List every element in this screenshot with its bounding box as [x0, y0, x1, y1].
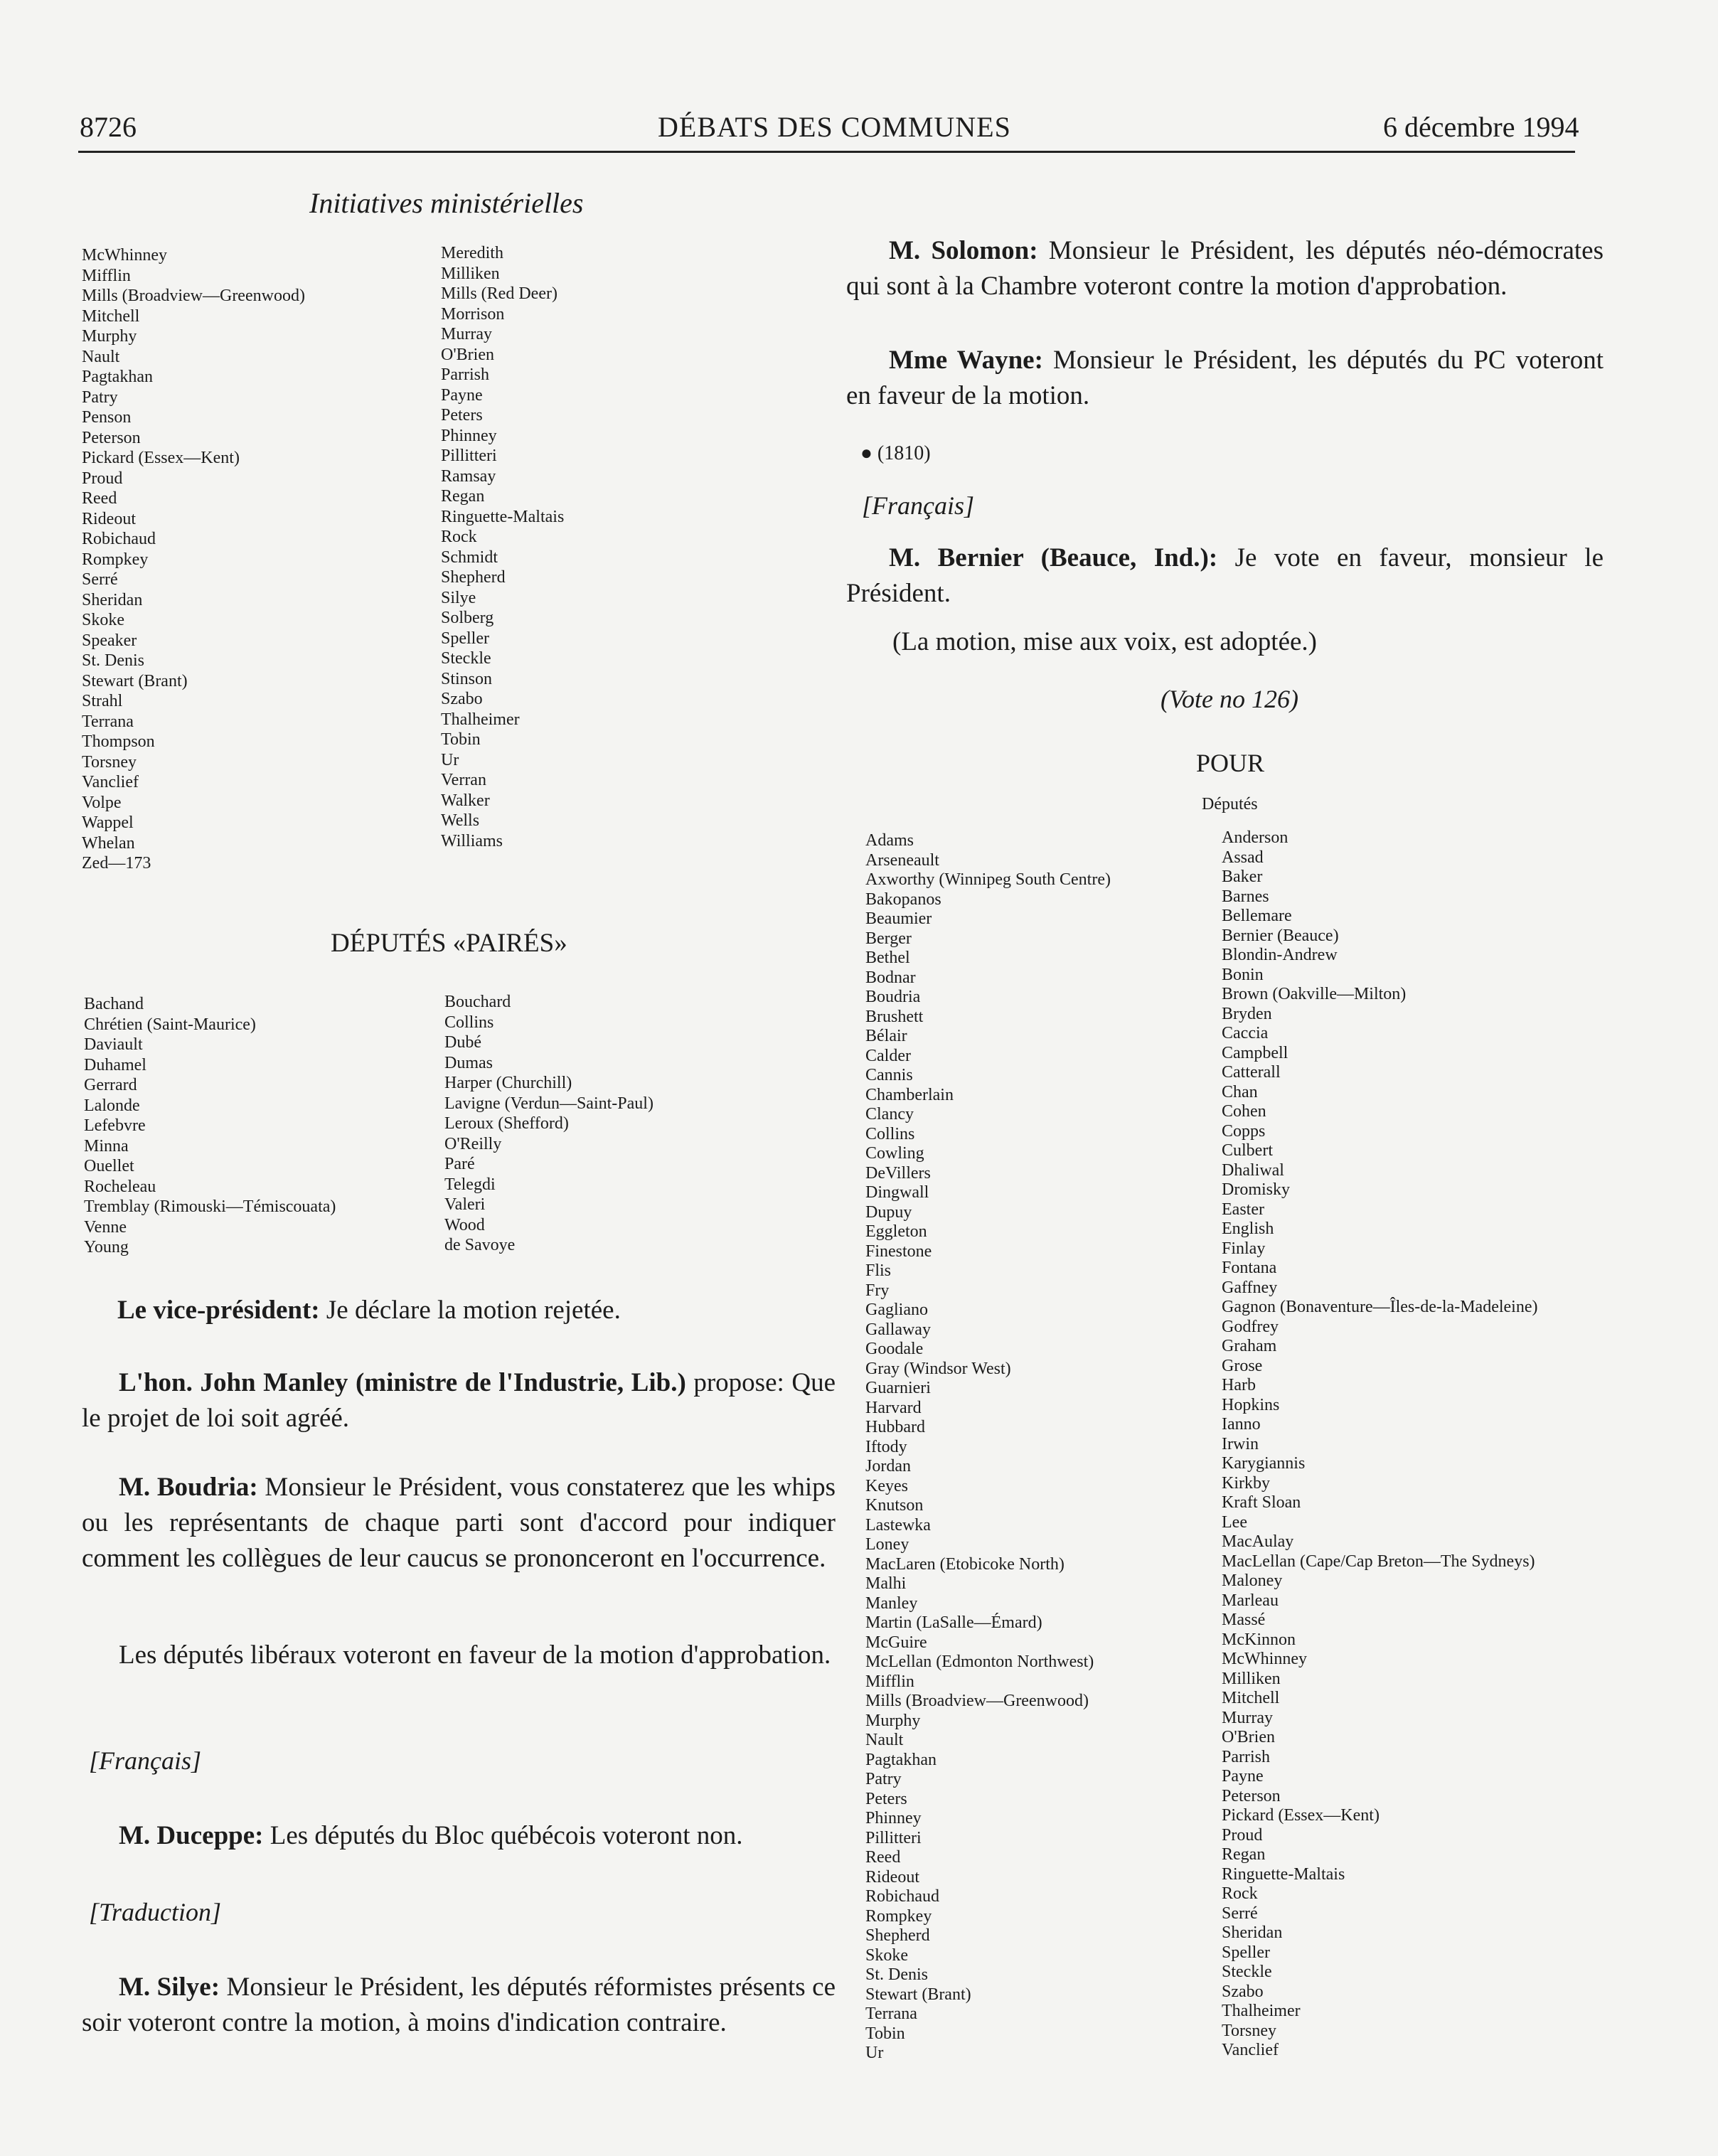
member-name: Dromisky — [1222, 1180, 1290, 1199]
member-name: Finlay — [1222, 1239, 1266, 1258]
member-name: McKinnon — [1222, 1630, 1296, 1649]
member-name: Pagtakhan — [865, 1750, 937, 1769]
member-name: de Savoye — [444, 1236, 516, 1254]
paragraph-silye — [82, 1970, 836, 2041]
member-name: Torsney — [82, 752, 137, 772]
vote-number: (Vote no 126) — [1161, 685, 1298, 713]
member-name: Rideout — [865, 1867, 919, 1886]
speaker-name: Mme Wayne: — [889, 346, 1043, 375]
speech-text: Monsieur le Président, les députés réformistes présents ce soir voteront contre la motion, à moins d'indication contraire. — [82, 1973, 836, 2037]
member-name: Stewart (Brant) — [82, 671, 188, 690]
member-name: Minna — [84, 1136, 129, 1156]
paired-title: DÉPUTÉS «PAIRÉS» — [331, 929, 567, 958]
member-name: Massé — [1222, 1611, 1266, 1629]
member-name: Ur — [441, 750, 459, 769]
member-name: Bélair — [865, 1027, 907, 1045]
member-name: Ringuette-Maltais — [441, 507, 565, 526]
member-name: Anderson — [1222, 828, 1288, 847]
member-name: Mifflin — [82, 266, 131, 285]
speaker-name: M. Silye: — [119, 1973, 220, 2002]
member-name: Terrana — [82, 712, 134, 731]
member-name: Thalheimer — [441, 710, 520, 729]
member-name: Valeri — [444, 1195, 486, 1214]
language-tag-francais-right: [Français] — [862, 491, 975, 520]
member-name: Tremblay (Rimouski—Témiscouata) — [84, 1197, 336, 1216]
member-name: Cannis — [865, 1066, 913, 1084]
member-name: Steckle — [1222, 1963, 1272, 1981]
member-name: Catterall — [1222, 1063, 1281, 1082]
member-name: Mitchell — [1222, 1689, 1280, 1707]
header-rule — [78, 151, 1575, 153]
member-name: Lefebvre — [84, 1116, 146, 1135]
member-name: Dhaliwal — [1222, 1160, 1284, 1180]
member-name: Gaffney — [1222, 1278, 1278, 1297]
member-name: Rocheleau — [84, 1177, 156, 1196]
pour-names-col1 — [865, 831, 1111, 2064]
page-date: 6 décembre 1994 — [1383, 111, 1579, 143]
member-name: Assad — [1222, 848, 1264, 867]
member-name: Mills (Broadview—Greenwood) — [865, 1692, 1089, 1710]
member-name: Vanclief — [1222, 2041, 1279, 2059]
member-name: Barnes — [1222, 887, 1269, 906]
member-name: Finestone — [865, 1242, 932, 1261]
member-name: Blondin-Andrew — [1222, 946, 1338, 964]
member-name: Skoke — [865, 1946, 908, 1965]
member-name: Peters — [865, 1789, 907, 1808]
member-name: Parrish — [441, 365, 489, 384]
member-name: Jordan — [865, 1457, 911, 1475]
member-name: Brushett — [865, 1007, 924, 1026]
speech-text: propose: Que le projet de loi soit agréé. — [82, 1368, 836, 1433]
section-title: Initiatives ministérielles — [309, 187, 584, 219]
member-name: Fontana — [1222, 1259, 1277, 1277]
member-name: Murphy — [865, 1711, 921, 1730]
member-name: O'Brien — [1222, 1728, 1275, 1746]
member-name: Bodnar — [865, 968, 916, 987]
member-name: Robichaud — [865, 1887, 939, 1906]
member-name: Pillitteri — [441, 447, 497, 465]
member-name: Guarnieri — [865, 1379, 931, 1397]
member-name: Skoke — [82, 611, 124, 629]
member-name: Peterson — [82, 428, 141, 447]
member-name: Terrana — [865, 2005, 917, 2023]
speech-text: Je déclare la motion rejetée. — [319, 1296, 621, 1325]
member-name: Gagliano — [865, 1301, 928, 1319]
member-name: Bryden — [1222, 1004, 1272, 1023]
pour-names-col2 — [1222, 828, 1537, 2061]
member-name: Telegdi — [444, 1175, 496, 1194]
member-name: Ianno — [1222, 1415, 1261, 1434]
member-name: Caccia — [1222, 1024, 1269, 1042]
member-name: Harb — [1222, 1376, 1256, 1394]
speaker-name: M. Duceppe: — [119, 1821, 264, 1850]
member-name: Flis — [865, 1261, 892, 1280]
speaker-name: Le vice-président: — [117, 1296, 320, 1325]
member-name: Bachand — [84, 995, 144, 1013]
member-name: Culbert — [1222, 1141, 1273, 1160]
member-name: Wood — [444, 1215, 485, 1234]
member-name: Murray — [1222, 1708, 1273, 1727]
member-name: Zed—173 — [82, 854, 151, 872]
member-name: Axworthy (Winnipeg South Centre) — [865, 870, 1111, 889]
member-name: Dingwall — [865, 1183, 929, 1202]
member-name: Thalheimer — [1222, 2002, 1301, 2020]
member-name: McGuire — [865, 1633, 927, 1652]
member-name: Murphy — [82, 327, 137, 346]
member-name: Nault — [82, 347, 120, 366]
publication-title: DÉBATS DES COMMUNES — [658, 111, 1011, 143]
member-name: Gerrard — [84, 1076, 137, 1094]
language-tag-francais: [Français] — [89, 1746, 202, 1775]
member-name: Sheridan — [82, 590, 143, 609]
member-name: Loney — [865, 1535, 909, 1554]
member-name: Lastewka — [865, 1515, 931, 1535]
member-name: Payne — [1222, 1767, 1264, 1786]
member-name: Ouellet — [84, 1157, 134, 1175]
paragraph-liberal-vote: Les députés libéraux voteront en faveur de la motion d'approbation. — [119, 1640, 831, 1670]
member-name: Rock — [1222, 1884, 1258, 1903]
member-name: Bellemare — [1222, 907, 1292, 925]
member-name: Martin (LaSalle—Émard) — [865, 1613, 1042, 1632]
member-name: Serré — [82, 570, 118, 589]
member-name: Pagtakhan — [82, 368, 153, 386]
member-name: Manley — [865, 1594, 918, 1613]
member-name: Hopkins — [1222, 1395, 1280, 1414]
member-name: Leroux (Shefford) — [444, 1114, 569, 1133]
member-name: Solberg — [441, 609, 494, 627]
member-name: Sheridan — [1222, 1923, 1283, 1942]
member-name: Daviault — [84, 1035, 143, 1054]
member-name: Milliken — [1222, 1669, 1281, 1688]
member-name: Mitchell — [82, 306, 140, 326]
member-name: Schmidt — [441, 548, 498, 567]
member-name: Meredith — [441, 244, 503, 262]
member-name: St. Denis — [865, 1965, 929, 1984]
member-name: Tobin — [865, 2024, 905, 2043]
member-name: O'Brien — [441, 345, 494, 364]
paired-names-col2 — [444, 992, 653, 1256]
member-name: Thompson — [82, 732, 155, 751]
member-name: Harvard — [865, 1398, 922, 1417]
speech-text: Les députés du Bloc québécois voteront non. — [263, 1821, 743, 1850]
member-name: Grose — [1222, 1356, 1263, 1375]
member-name: Venne — [84, 1217, 127, 1237]
member-name: MacLellan (Cape/Cap Breton—The Sydneys) — [1222, 1552, 1535, 1571]
member-name: Irwin — [1222, 1434, 1259, 1453]
member-name: Ur — [865, 2044, 884, 2062]
member-name: Stinson — [441, 669, 493, 688]
paragraph-boudria — [82, 1470, 836, 1576]
member-name: Parrish — [1222, 1747, 1270, 1766]
member-name: Cowling — [865, 1144, 924, 1163]
member-name: Morrison — [441, 304, 505, 324]
member-name: Pickard (Essex—Kent) — [1222, 1806, 1380, 1825]
member-name: Speller — [441, 629, 489, 648]
member-name: Bakopanos — [865, 890, 941, 909]
member-name: Graham — [1222, 1337, 1277, 1355]
member-name: Lalonde — [84, 1096, 140, 1115]
language-tag-traduction: [Traduction] — [89, 1898, 222, 1926]
member-name: Payne — [441, 385, 483, 405]
member-name: Wappel — [82, 813, 134, 832]
page-number: 8726 — [80, 111, 137, 143]
member-name: Rompkey — [865, 1906, 932, 1926]
speaker-name: M. Solomon: — [889, 236, 1038, 265]
paragraph-manley — [82, 1365, 836, 1436]
member-name: Peters — [441, 406, 483, 425]
member-name: Collins — [865, 1124, 915, 1143]
member-name: Torsney — [1222, 2021, 1276, 2040]
speaker-name: M. Bernier (Beauce, Ind.): — [889, 543, 1218, 572]
member-name: Easter — [1222, 1200, 1264, 1219]
member-name: Maloney — [1222, 1571, 1283, 1590]
speech-text: Monsieur le Président, les députés néo-démocrates qui sont à la Chambre voteront contre la motion d'approbation. — [846, 236, 1604, 301]
left-names-col2 — [441, 243, 564, 851]
member-name: Pickard (Essex—Kent) — [82, 449, 240, 467]
member-name: Karygiannis — [1222, 1454, 1306, 1473]
member-name: Eggleton — [865, 1222, 927, 1241]
member-name: Milliken — [441, 264, 500, 283]
member-name: Patry — [82, 388, 118, 407]
member-name: Bernier (Beauce) — [1222, 926, 1339, 945]
member-name: Shepherd — [441, 568, 506, 587]
speaker-name: L'hon. John Manley (ministre de l'Industrie, Lib.) — [119, 1368, 686, 1397]
speech-text: Monsieur le Président, vous constaterez que les whips ou les représentants de chaque parti sont d'accord pour indiquer comment les collègues de leur caucus se prononceront en l'occurrence. — [82, 1473, 836, 1573]
member-name: Murray — [441, 325, 492, 343]
member-name: Shepherd — [865, 1926, 930, 1945]
member-name: Williams — [441, 831, 503, 850]
member-name: Gray (Windsor West) — [865, 1359, 1011, 1378]
member-name: Walker — [441, 791, 490, 810]
member-name: Mills (Red Deer) — [441, 284, 557, 303]
member-name: Mifflin — [865, 1672, 914, 1691]
member-name: Reed — [865, 1848, 901, 1867]
member-name: Gagnon (Bonaventure—Îles-de-la-Madeleine) — [1222, 1298, 1538, 1316]
member-name: St. Denis — [82, 651, 145, 670]
member-name: Speaker — [82, 631, 137, 650]
member-name: Phinney — [865, 1809, 922, 1827]
member-name: Brown (Oakville—Milton) — [1222, 985, 1407, 1003]
member-name: Strahl — [82, 692, 123, 710]
member-name: Malhi — [865, 1574, 907, 1593]
speech-text: Monsieur le Président, les députés du PC voteront en faveur de la motion. — [846, 346, 1604, 410]
paragraph-solomon — [846, 233, 1604, 304]
member-name: Proud — [82, 469, 123, 488]
member-name: Bouchard — [444, 993, 511, 1011]
member-name: Collins — [444, 1013, 494, 1032]
member-name: Steckle — [441, 649, 491, 668]
member-name: O'Reilly — [444, 1134, 502, 1153]
member-name: Robichaud — [82, 530, 156, 548]
member-name: Whelan — [82, 833, 135, 853]
member-name: Szabo — [1222, 1982, 1264, 2001]
member-name: Stewart (Brant) — [865, 1985, 971, 2004]
member-name: Boudria — [865, 988, 921, 1006]
member-name: Rideout — [82, 509, 136, 528]
member-name: Volpe — [82, 793, 122, 812]
member-name: Patry — [865, 1770, 902, 1788]
member-name: Marleau — [1222, 1591, 1279, 1610]
member-name: McWhinney — [1222, 1650, 1307, 1668]
member-name: Keyes — [865, 1476, 908, 1495]
member-name: Tobin — [441, 730, 481, 749]
member-name: Pillitteri — [865, 1828, 922, 1847]
member-name: MacLaren (Etobicoke North) — [865, 1554, 1065, 1574]
member-name: Szabo — [441, 690, 483, 708]
member-name: Beaumier — [865, 909, 932, 928]
member-name: Regan — [1222, 1845, 1266, 1864]
member-name: Chamberlain — [865, 1085, 954, 1104]
member-name: Goodale — [865, 1340, 924, 1358]
member-name: Rock — [441, 528, 477, 546]
member-name: Hubbard — [865, 1418, 925, 1436]
member-name: Bethel — [865, 949, 910, 967]
member-name: Knutson — [865, 1496, 924, 1515]
member-name: Godfrey — [1222, 1317, 1279, 1336]
paired-names-col1 — [84, 994, 336, 1258]
member-name: Mills (Broadview—Greenwood) — [82, 287, 305, 305]
paragraph-motion-adopted: (La motion, mise aux voix, est adoptée.) — [892, 627, 1317, 656]
speaker-name: M. Boudria: — [119, 1473, 258, 1502]
member-name: Ringuette-Maltais — [1222, 1864, 1345, 1884]
time-stamp: (1810) — [877, 442, 931, 464]
member-name: McWhinney — [82, 246, 167, 265]
member-name: Young — [84, 1238, 129, 1256]
member-name: Vanclief — [82, 773, 139, 791]
member-name: English — [1222, 1220, 1274, 1238]
member-name: Berger — [865, 929, 912, 948]
member-name: Lavigne (Verdun—Saint-Paul) — [444, 1094, 653, 1113]
member-name: Reed — [82, 489, 117, 508]
member-name: Gallaway — [865, 1320, 931, 1339]
member-name: Verran — [441, 771, 486, 789]
speech-text: Je vote en faveur, monsieur le Président. — [846, 543, 1604, 608]
pour-heading: POUR — [1196, 749, 1265, 777]
member-name: McLellan (Edmonton Northwest) — [865, 1653, 1094, 1671]
member-name: DeVillers — [865, 1163, 931, 1183]
member-name: Clancy — [865, 1105, 914, 1124]
member-name: MacAulay — [1222, 1532, 1294, 1551]
member-name: Duhamel — [84, 1055, 146, 1074]
member-name: Wells — [441, 811, 480, 830]
member-name: Cohen — [1222, 1102, 1266, 1121]
member-name: Chrétien (Saint-Maurice) — [84, 1015, 256, 1034]
member-name: Arseneault — [865, 850, 939, 870]
member-name: Kraft Sloan — [1222, 1493, 1301, 1512]
member-name: Silye — [441, 588, 476, 607]
member-name: Regan — [441, 487, 485, 506]
member-name: Kirkby — [1222, 1473, 1270, 1493]
member-name: Dubé — [444, 1033, 481, 1052]
member-name: Proud — [1222, 1825, 1263, 1845]
time-marker — [860, 442, 931, 465]
member-name: Nault — [865, 1731, 904, 1749]
member-name: Harper (Churchill) — [444, 1074, 572, 1092]
member-name: Dumas — [444, 1053, 493, 1072]
member-name: Calder — [865, 1046, 911, 1065]
member-name: Chan — [1222, 1082, 1258, 1101]
paragraph-bernier — [846, 540, 1604, 612]
member-name: Lee — [1222, 1512, 1247, 1532]
member-name: Fry — [865, 1281, 890, 1300]
member-name: Adams — [865, 831, 914, 850]
member-name: Copps — [1222, 1121, 1266, 1141]
member-name: Campbell — [1222, 1043, 1288, 1062]
member-name: Penson — [82, 408, 132, 427]
left-names-col1 — [82, 245, 305, 874]
member-name: Baker — [1222, 868, 1263, 886]
paragraph-duceppe — [82, 1818, 836, 1854]
member-name: Phinney — [441, 426, 497, 445]
paragraph-wayne — [846, 343, 1604, 414]
member-name: Rompkey — [82, 550, 149, 569]
member-name: Dupuy — [865, 1202, 912, 1222]
member-name: Ramsay — [441, 466, 496, 486]
member-name: Bonin — [1222, 965, 1264, 984]
member-name: Paré — [444, 1155, 475, 1173]
member-name: Serré — [1222, 1904, 1258, 1923]
member-name: Iftody — [865, 1437, 907, 1456]
member-name: Speller — [1222, 1943, 1270, 1962]
member-name: Peterson — [1222, 1786, 1281, 1805]
deputes-subheading: Députés — [1202, 795, 1258, 813]
bullet-icon: ● — [860, 442, 877, 464]
paragraph-vice-president — [117, 1293, 836, 1328]
